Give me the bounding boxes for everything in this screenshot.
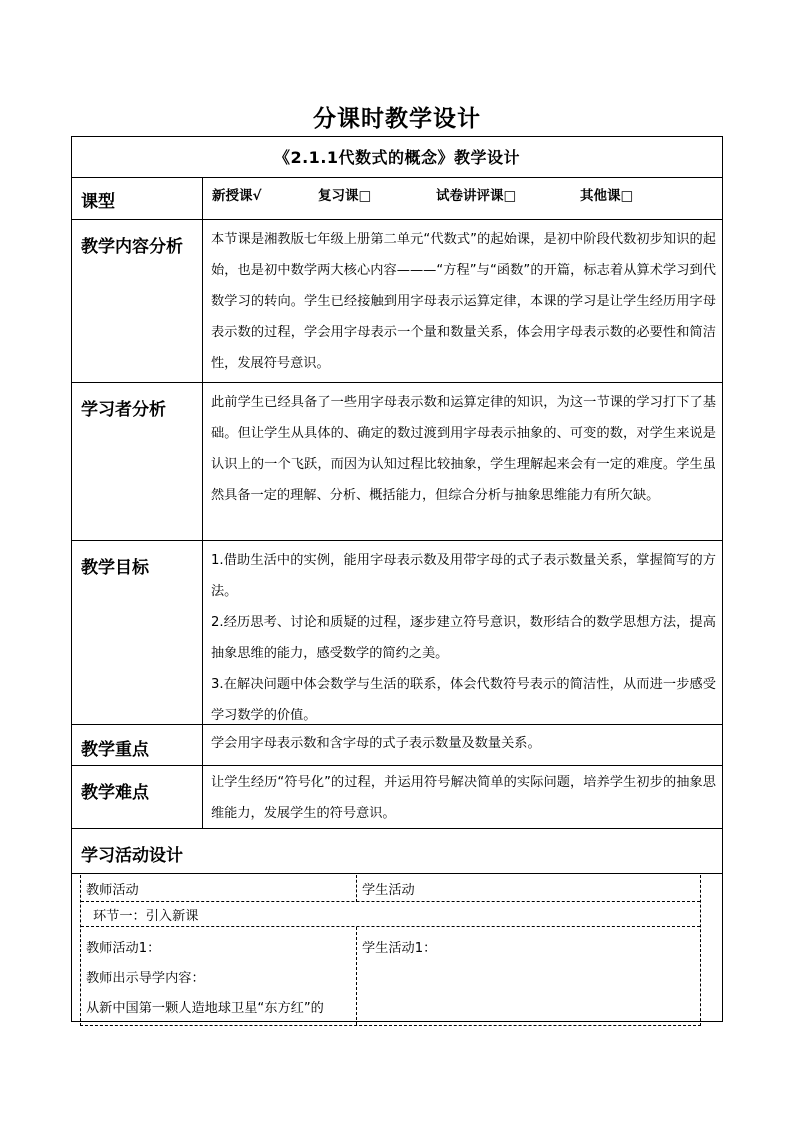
difficulties-row [72, 765, 722, 828]
difficulties-text: 让学生经历“符号化”的过程，并运用符号解决简单的实际问题，培养学生初步的抽象思维能力，发展学生的符号意识。 [211, 775, 716, 821]
key-points-label: 教学重点 [72, 725, 203, 765]
activity-table [80, 875, 701, 1026]
learner-analysis-label: 学习者分析 [72, 383, 203, 540]
content-analysis-label: 教学内容分析 [72, 220, 203, 382]
lesson-plan-table [71, 136, 723, 1022]
key-points-row [72, 724, 722, 765]
student-activity-header: 学生活动 [362, 883, 415, 898]
column-divider [356, 927, 357, 1025]
course-type-row [72, 177, 722, 219]
option-new-lesson: 新授课√ [212, 188, 262, 204]
activity-title: 学习活动设计 [81, 846, 183, 866]
objectives-list [203, 541, 722, 724]
student-activity-title: 学生活动1： [362, 941, 437, 956]
doc-heading: 《2.1.1代数式的概念》教学设计 [273, 148, 521, 167]
content-analysis-row [72, 219, 722, 382]
teacher-activity-title: 教师活动1： [86, 941, 161, 956]
learner-analysis-row [72, 382, 722, 540]
teacher-activity-line: 教师出示导学内容： [86, 971, 205, 986]
objectives-row [72, 540, 722, 724]
activity-table-row [72, 873, 722, 1023]
teacher-activity-header: 教师活动 [86, 883, 139, 898]
objective-item: 2.经历思考、讨论和质疑的过程，逐步建立符号意识，数形结合的数学思想方法，提高抽象思维的能力，感受数学的简约之美。 [211, 615, 716, 661]
doc-heading-row [72, 137, 722, 177]
objectives-label: 教学目标 [72, 541, 203, 724]
content-analysis-text: 本节课是湘教版七年级上册第二单元“代数式”的起始课，是初中阶段代数初步知识的起始，也是初中数学两大核心内容———“方程”与“函数”的开篇，标志着从算术学习到代数学习的转向。学生已经接触到用字母表示运算定律，本课的学习是让学生经历用字母表示数的过程，学会用字母表示一个量和数量关系，体会用字母表示数的必要性和简洁性，发展符号意识。 [211, 232, 716, 371]
option-other: 其他课□ [580, 188, 634, 204]
objective-item: 3.在解决问题中体会数学与生活的联系，体会代数符号表示的简洁性，从而进一步感受学习数学的价值。 [211, 677, 716, 723]
column-divider [356, 875, 357, 902]
stage-label: 环节一：引入新课 [93, 909, 199, 924]
teacher-activity-line: 从新中国第一颗人造地球卫星“东方红”的 [86, 1001, 324, 1016]
objective-item: 1.借助生活中的实例，能用字母表示数及用带字母的式子表示数量关系，掌握简写的方法。 [211, 553, 716, 599]
page-title: 分课时教学设计 [313, 106, 481, 132]
difficulties-label: 教学难点 [72, 766, 203, 828]
option-test-review: 试卷讲评课□ [436, 188, 517, 204]
key-points-text: 学会用字母表示数和含字母的式子表示数量及数量关系。 [211, 736, 541, 751]
course-type-label: 课型 [72, 178, 203, 219]
activity-title-row [72, 828, 722, 873]
learner-analysis-text: 此前学生已经具备了一些用字母表示数和运算定律的知识，为这一节课的学习打下了基础。但让学生从具体的、确定的数过渡到用字母表示抽象的、可变的数，对学生来说是认识上的一个飞跃，而因为认知过程比较抽象，学生理解起来会有一定的难度。学生虽然具备一定的理解、分析、概括能力，但综合分析与抽象思维能力有所欠缺。 [211, 395, 716, 503]
option-review: 复习课□ [318, 188, 372, 204]
